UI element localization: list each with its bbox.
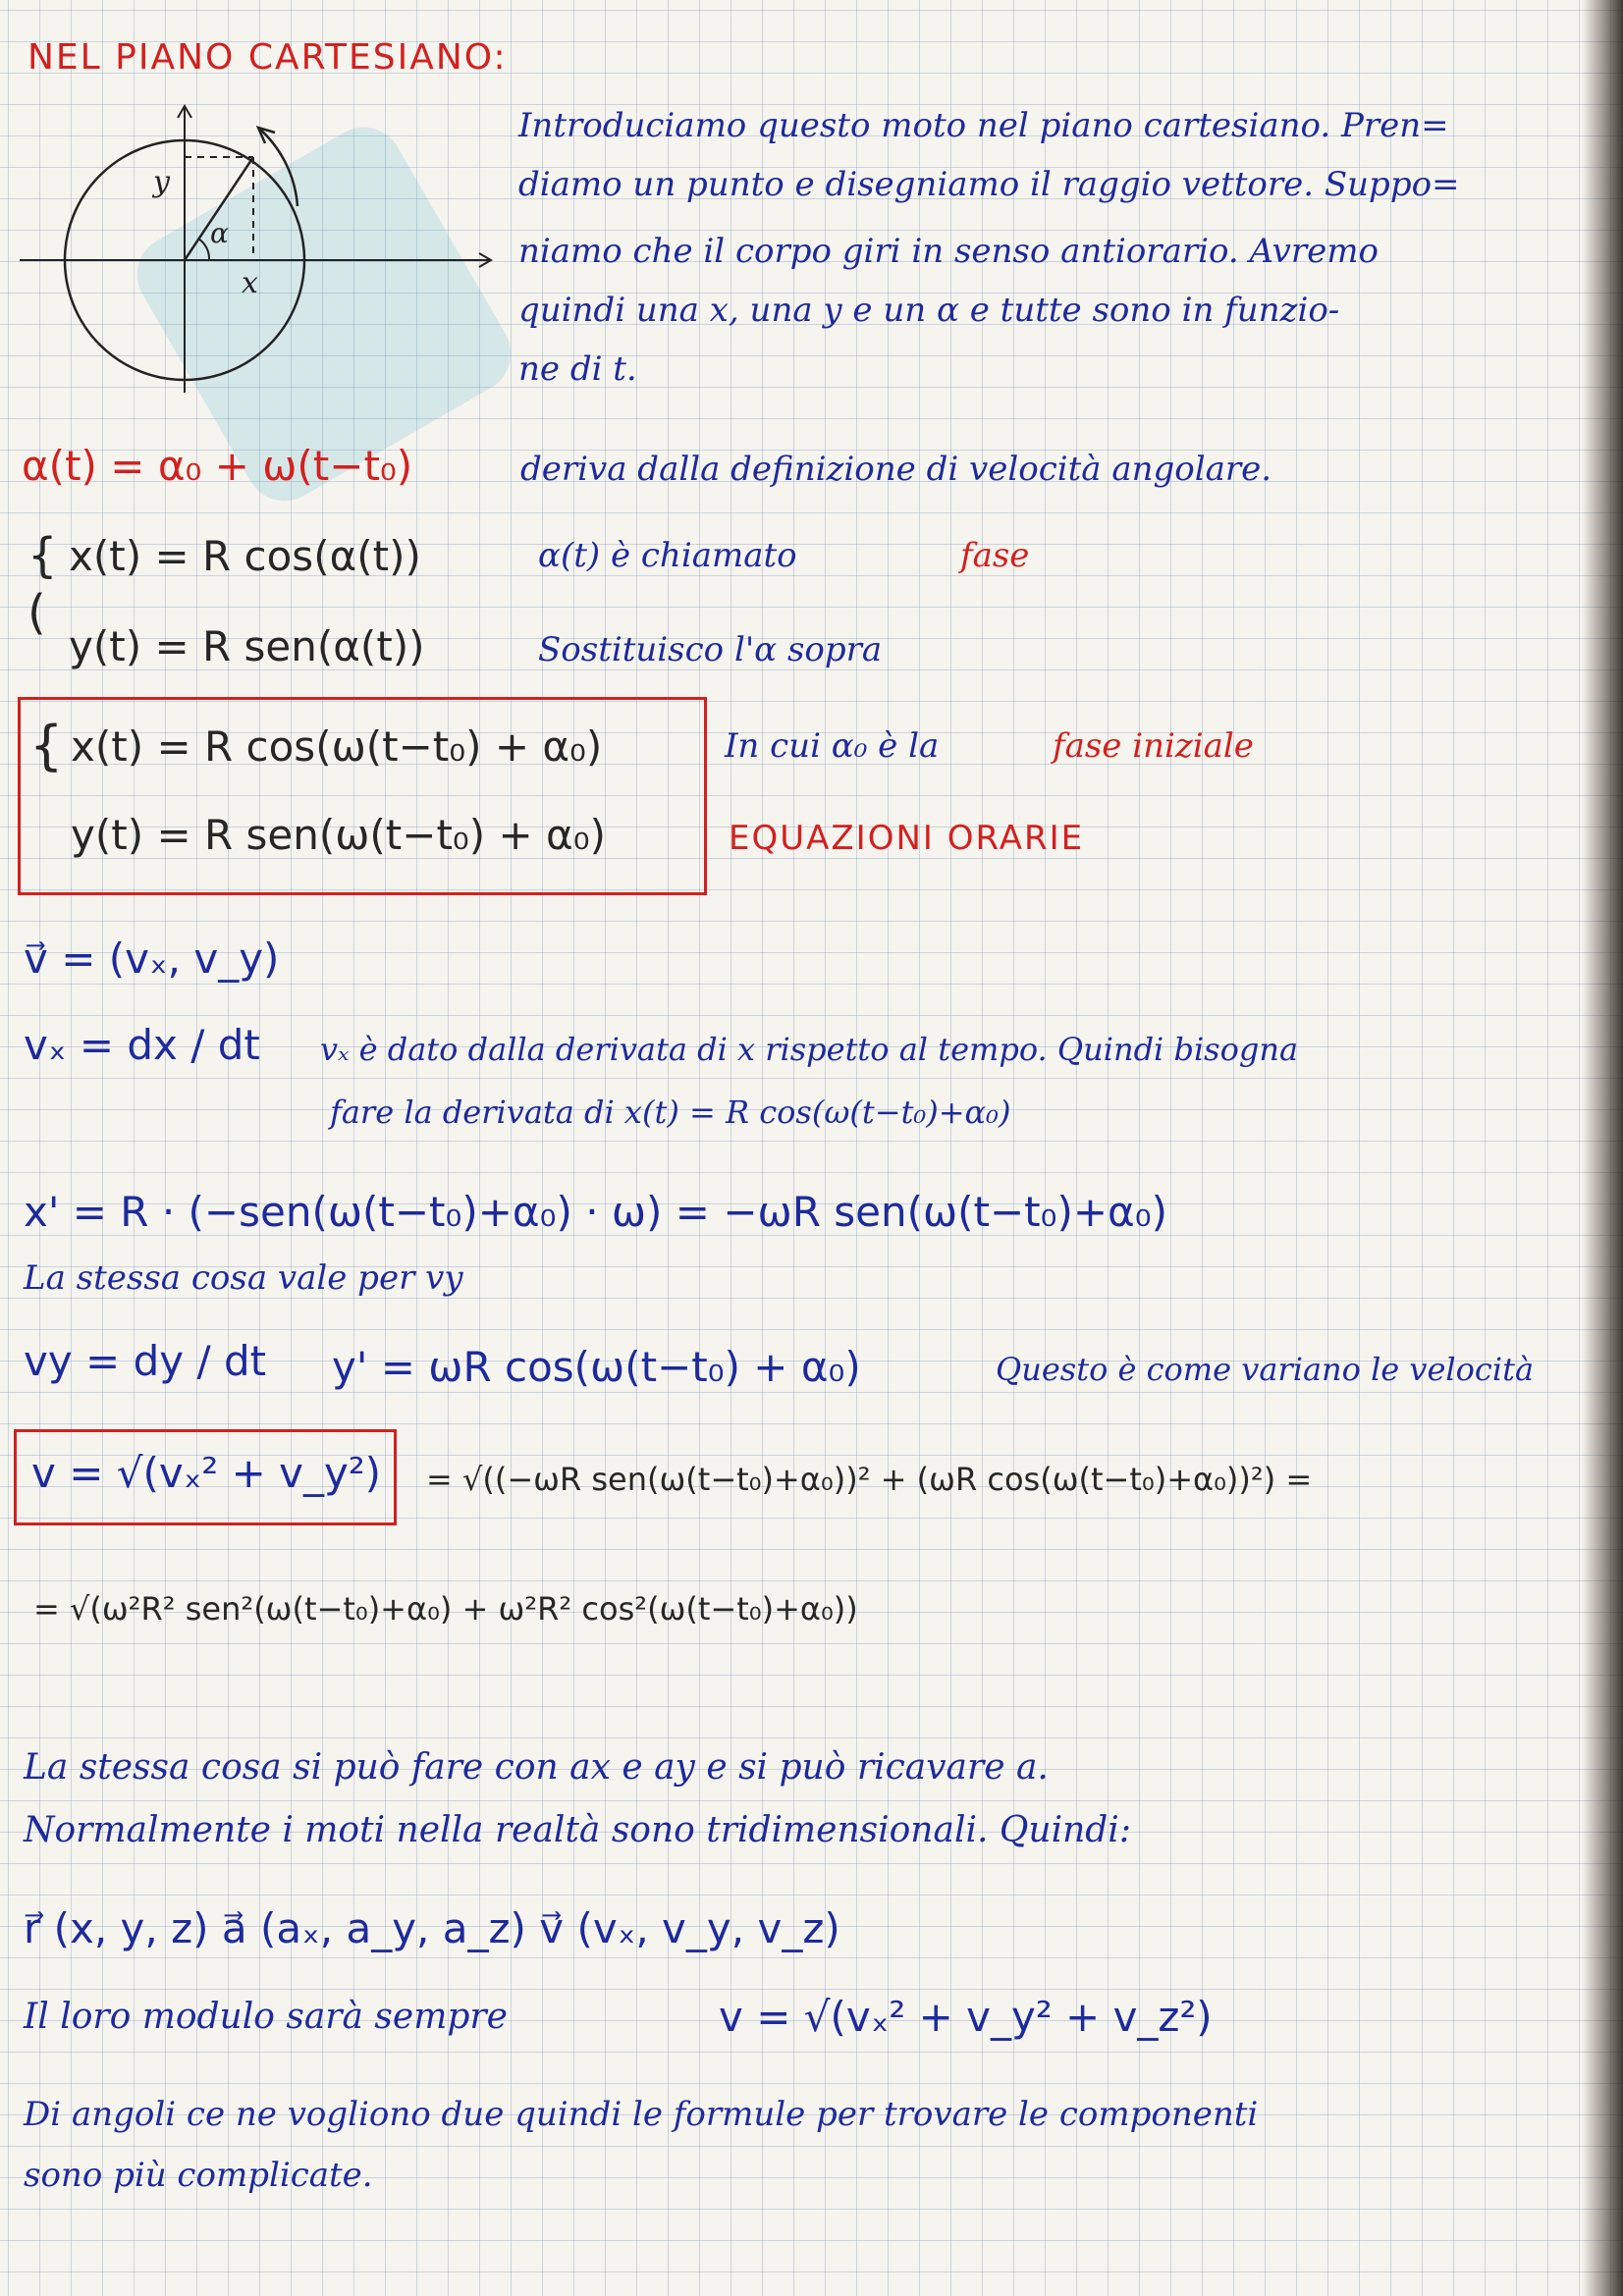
x-prime-equation: x' = R · (−sen(ω(t−t₀)+α₀) · ω) = −ωR sen(ω(t−t₀)+α₀) xyxy=(24,1188,1167,1236)
yt-note: Sostituisco l'α sopra xyxy=(538,630,883,669)
modulus-3d-text: Il loro modulo sarà sempre xyxy=(24,1997,508,2037)
alpha-equation: α(t) = α₀ + ω(t−t₀) xyxy=(22,442,413,490)
boxed-brace: { xyxy=(29,715,64,776)
boxed-x-equation: x(t) = R cos(ω(t−t₀) + α₀) xyxy=(71,722,603,771)
intro-line-4: quindi una x, una y e un α e tutte sono in funzio- xyxy=(518,291,1340,330)
diagram-label-alpha: α xyxy=(210,217,229,249)
system-brace-2: ( xyxy=(27,585,46,640)
yt-formula: y(t) = R sen(α(t)) xyxy=(69,622,425,670)
intro-line-3: niamo che il corpo giri in senso antiorario. Avremo xyxy=(518,232,1379,271)
final-line-1: Di angoli ce ne vogliono due quindi le formule per trovare le componenti xyxy=(24,2095,1259,2134)
modulus-3d-formula: v = √(vₓ² + v_y² + v_z²) xyxy=(719,1993,1213,2041)
velocity-modulus: v = √(vₓ² + v_y²) xyxy=(31,1449,382,1497)
page-edge-shadow xyxy=(1582,0,1623,2296)
orarie-label: EQUAZIONI ORARIE xyxy=(729,819,1085,858)
velocity-vector: v⃗ = (vₓ, v_y) xyxy=(24,934,280,983)
xt-formula: x(t) = R cos(α(t)) xyxy=(69,532,421,580)
velocity-modulus-expansion-2: = √(ω²R² sen²(ω(t−t₀)+α₀) + ω²R² cos²(ω(t−t₀)+α₀)) xyxy=(33,1590,858,1628)
xt-note: α(t) è chiamato xyxy=(538,536,797,575)
vectors-3d: r⃗ (x, y, z) a⃗ (aₓ, a_y, a_z) v⃗ (vₓ, v_y, v_z) xyxy=(24,1904,840,1952)
phase-note: In cui α₀ è la xyxy=(725,726,940,766)
angle-arc xyxy=(198,239,209,260)
vy-definition: vy = dy / dt xyxy=(24,1337,267,1385)
intro-line-1: Introduciamo questo moto nel piano cartesiano. Pren= xyxy=(518,106,1449,145)
velocity-note: Questo è come variano le velocità xyxy=(996,1351,1535,1388)
page-title: NEL PIANO CARTESIANO: xyxy=(27,37,508,78)
closing-line-1: La stessa cosa si può fare con ax e ay e si può ricavare a. xyxy=(24,1747,1049,1788)
y-prime-equation: y' = ωR cos(ω(t−t₀) + α₀) xyxy=(332,1343,861,1391)
cartesian-diagram xyxy=(18,98,509,402)
boxed-y-equation: y(t) = R sen(ω(t−t₀) + α₀) xyxy=(71,811,606,859)
vx-definition: vₓ = dx / dt xyxy=(24,1021,260,1069)
vx-note-2: fare la derivata di x(t) = R cos(ω(t−t₀)+α₀) xyxy=(330,1094,1011,1131)
vx-note-1: vₓ è dato dalla derivata di x rispetto al tempo. Quindi bisogna xyxy=(320,1031,1299,1068)
intro-line-2: diamo un punto e disegniamo il raggio vettore. Suppo= xyxy=(518,165,1460,204)
xt-note-fase: fase xyxy=(960,536,1030,575)
intro-line-5: ne di t. xyxy=(518,349,637,389)
same-for-vy: La stessa cosa vale per vy xyxy=(24,1258,463,1298)
alpha-equation-note: deriva dalla definizione di velocità angolare. xyxy=(520,450,1272,489)
phase-note-red: fase iniziale xyxy=(1053,726,1254,766)
system-brace-1: { xyxy=(27,528,58,583)
closing-line-2: Normalmente i moti nella realtà sono tridimensionali. Quindi: xyxy=(24,1810,1131,1850)
diagram-label-x: x xyxy=(242,266,258,300)
diagram-label-y: y xyxy=(153,165,170,199)
velocity-modulus-expansion: = √((−ωR sen(ω(t−t₀)+α₀))² + (ωR cos(ω(t−t₀)+α₀))²) = xyxy=(426,1461,1313,1498)
final-line-2: sono più complicate. xyxy=(24,2156,373,2195)
